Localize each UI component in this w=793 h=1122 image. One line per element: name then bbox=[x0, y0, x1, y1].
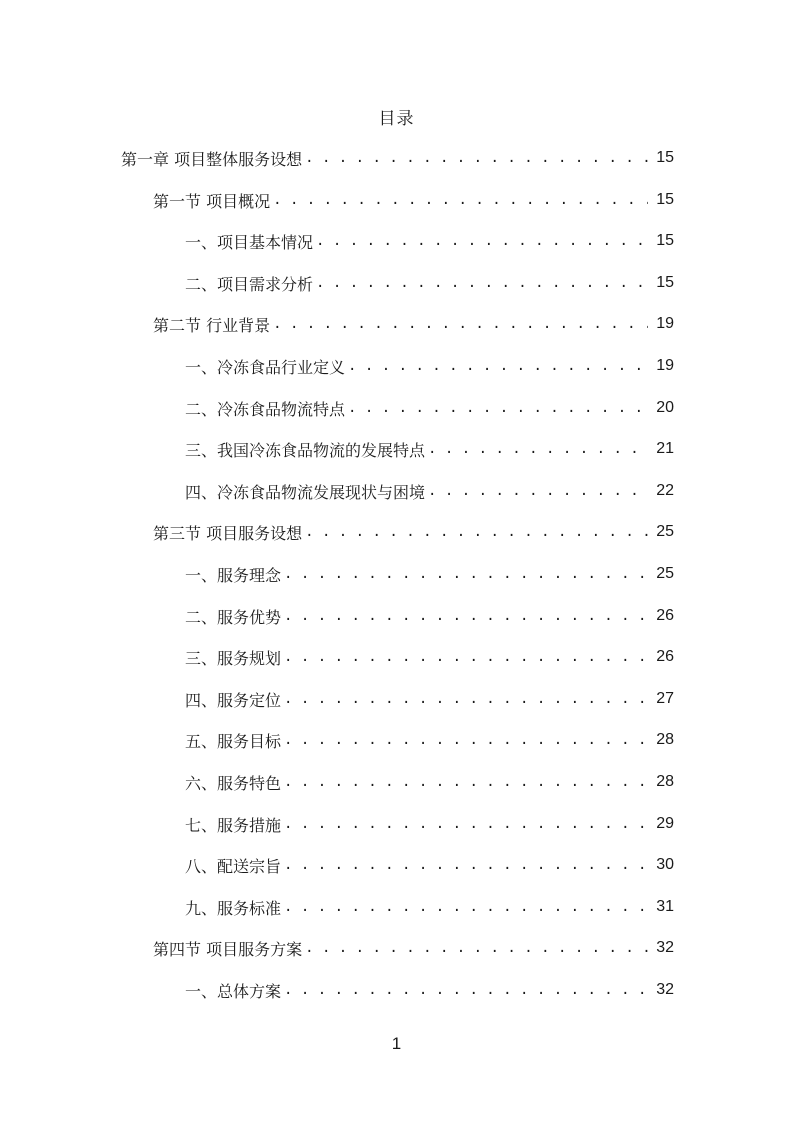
toc-entry[interactable] bbox=[185, 850, 674, 880]
toc-entry-page: 15 bbox=[656, 274, 674, 291]
toc-entry-page: 15 bbox=[656, 232, 674, 249]
toc-entry-page: 29 bbox=[656, 815, 674, 832]
toc-dot-leader bbox=[305, 517, 648, 547]
toc-entry-text: 五、服务目标 bbox=[185, 731, 282, 751]
toc-dot-leader bbox=[284, 725, 648, 755]
toc-dot-leader bbox=[284, 559, 648, 589]
toc-entry-page: 26 bbox=[656, 607, 674, 624]
toc-entry-text: 第一章 项目整体服务设想 bbox=[121, 149, 303, 169]
toc-dot-leader bbox=[284, 809, 648, 839]
toc-dot-leader bbox=[284, 767, 648, 797]
toc-entry[interactable] bbox=[153, 933, 674, 963]
toc-entry[interactable] bbox=[185, 601, 674, 631]
toc-entry-page: 28 bbox=[656, 731, 674, 748]
toc-entry-text: 一、冷冻食品行业定义 bbox=[185, 357, 346, 377]
toc-entry[interactable] bbox=[185, 559, 674, 589]
toc-entry[interactable] bbox=[185, 434, 674, 464]
toc-entry[interactable] bbox=[185, 725, 674, 755]
toc-entry[interactable] bbox=[185, 684, 674, 714]
toc-entry-page: 31 bbox=[656, 898, 674, 915]
toc-entry[interactable] bbox=[185, 642, 674, 672]
toc-entry[interactable] bbox=[185, 975, 674, 1005]
page-number: 1 bbox=[391, 1034, 402, 1053]
toc-entry-page: 19 bbox=[656, 315, 674, 332]
toc-dot-leader bbox=[284, 975, 648, 1005]
toc-title: 目录 bbox=[378, 109, 415, 129]
toc-dot-leader bbox=[273, 185, 648, 215]
toc-dot-leader bbox=[316, 268, 648, 298]
toc-entry-page: 22 bbox=[656, 482, 674, 499]
toc-entry-text: 第二节 行业背景 bbox=[153, 315, 271, 335]
toc-entry-text: 第四节 项目服务方案 bbox=[153, 939, 303, 959]
toc-dot-leader bbox=[316, 226, 648, 256]
toc-entry-text: 二、冷冻食品物流特点 bbox=[185, 399, 346, 419]
toc-entry-text: 六、服务特色 bbox=[185, 773, 282, 793]
toc-entry-text: 一、总体方案 bbox=[185, 981, 282, 1001]
toc-entry[interactable] bbox=[185, 226, 674, 256]
toc-entry-page: 26 bbox=[656, 648, 674, 665]
toc-entry-text: 四、服务定位 bbox=[185, 690, 282, 710]
toc-entry-text: 九、服务标准 bbox=[185, 898, 282, 918]
toc-dot-leader bbox=[305, 143, 648, 173]
toc-dot-leader bbox=[428, 434, 648, 464]
toc-dot-leader bbox=[284, 850, 648, 880]
toc-dot-leader bbox=[428, 476, 648, 506]
toc-entry-page: 15 bbox=[656, 191, 674, 208]
toc-entry-text: 第三节 项目服务设想 bbox=[153, 523, 303, 543]
toc-entry[interactable] bbox=[185, 268, 674, 298]
toc-entry-page: 32 bbox=[656, 981, 674, 998]
toc-dot-leader bbox=[284, 642, 648, 672]
toc-dot-leader bbox=[273, 309, 648, 339]
toc-entry-text: 三、我国冷冻食品物流的发展特点 bbox=[185, 440, 426, 460]
toc-entry-page: 28 bbox=[656, 773, 674, 790]
toc-dot-leader bbox=[284, 684, 648, 714]
toc-entry-page: 20 bbox=[656, 399, 674, 416]
toc-entry-text: 一、项目基本情况 bbox=[185, 232, 314, 252]
toc-entry-text: 第一节 项目概况 bbox=[153, 191, 271, 211]
toc-entry-text: 四、冷冻食品物流发展现状与困境 bbox=[185, 482, 426, 502]
toc-dot-leader bbox=[284, 892, 648, 922]
toc-entry-page: 32 bbox=[656, 939, 674, 956]
toc-entry[interactable] bbox=[121, 143, 674, 173]
toc-entry-page: 21 bbox=[656, 440, 674, 457]
toc-entry-text: 二、服务优势 bbox=[185, 607, 282, 627]
toc-entry-page: 30 bbox=[656, 856, 674, 873]
toc-entry-page: 25 bbox=[656, 523, 674, 540]
toc-dot-leader bbox=[348, 393, 648, 423]
toc-entry-text: 三、服务规划 bbox=[185, 648, 282, 668]
toc-entry[interactable] bbox=[185, 809, 674, 839]
toc-entry[interactable] bbox=[185, 476, 674, 506]
toc-entry[interactable] bbox=[185, 351, 674, 381]
toc-entry[interactable] bbox=[185, 767, 674, 797]
toc-entry-page: 19 bbox=[656, 357, 674, 374]
toc-entry-page: 27 bbox=[656, 690, 674, 707]
toc-entry-text: 二、项目需求分析 bbox=[185, 274, 314, 294]
toc-entry[interactable] bbox=[185, 393, 674, 423]
toc-entry-text: 七、服务措施 bbox=[185, 815, 282, 835]
toc-entry[interactable] bbox=[153, 185, 674, 215]
toc-entry[interactable] bbox=[153, 517, 674, 547]
toc-entry-text: 八、配送宗旨 bbox=[185, 856, 282, 876]
toc-dot-leader bbox=[305, 933, 648, 963]
toc-dot-leader bbox=[284, 601, 648, 631]
toc-entry[interactable] bbox=[185, 892, 674, 922]
toc-dot-leader bbox=[348, 351, 648, 381]
toc-entry-page: 15 bbox=[656, 149, 674, 166]
toc-entry[interactable] bbox=[153, 309, 674, 339]
toc-entry-page: 25 bbox=[656, 565, 674, 582]
toc-entry-text: 一、服务理念 bbox=[185, 565, 282, 585]
